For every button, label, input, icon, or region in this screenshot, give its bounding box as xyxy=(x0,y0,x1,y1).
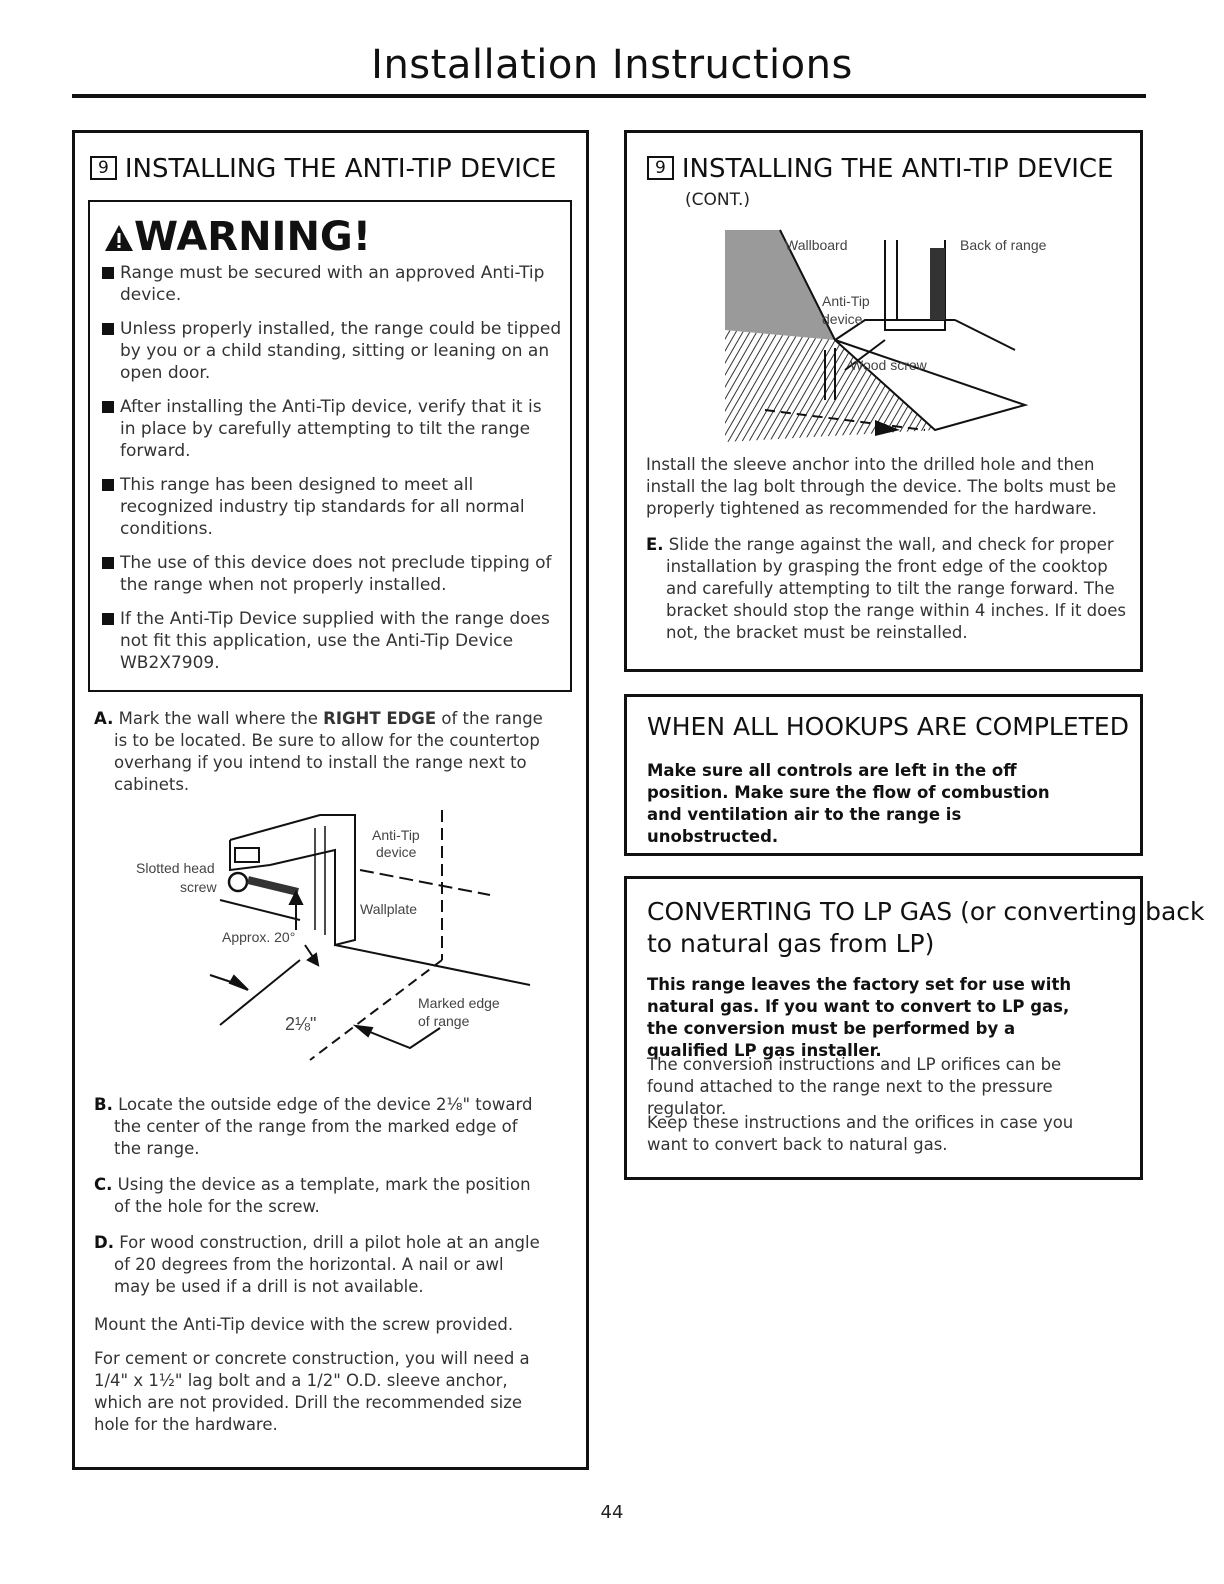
hookups-text: Make sure all controls are left in the off position. Make sure the flow of combustion and ventilation air to the range is unobstructed. xyxy=(647,761,1050,846)
lp-gas-para-2: Keep these instructions and the orifices in case you want to convert back to natural gas. xyxy=(647,1113,1074,1154)
wood-screw-diagram xyxy=(725,230,1047,442)
step-d: D. For wood construction, drill a pilot hole at an angle of 20 degrees from the horizontal. A nail or awl may be used if a drill is not available. xyxy=(94,1233,540,1296)
warning-list xyxy=(102,262,562,686)
warning-item: This range has been designed to meet all recognized industry tip standards for all normal conditions. xyxy=(102,474,562,540)
sleeve-anchor-text: Install the sleeve anchor into the drilled hole and then install the lag bolt through the device. The bolts must be properly tightened as recommended for the hardware. xyxy=(646,455,1117,518)
anti-tip-label: Anti-Tip xyxy=(372,827,420,843)
step-number-badge: 9 xyxy=(90,156,117,180)
warning-box xyxy=(88,200,572,692)
warning-item: After installing the Anti-Tip device, verify that it is in place by carefully attempting to tilt the range forward. xyxy=(102,396,562,462)
anti-tip-cont-heading xyxy=(647,154,1113,184)
svg-text:device: device xyxy=(822,311,863,327)
anti-tip-label: Anti-Tip xyxy=(822,293,870,309)
section-title: INSTALLING THE ANTI-TIP DEVICE xyxy=(681,154,1114,184)
svg-text:of range: of range xyxy=(418,1013,470,1029)
angle-label: Approx. 20° xyxy=(222,929,296,945)
page-title: Installation Instructions xyxy=(371,42,853,88)
warning-item: Unless properly installed, the range could be tipped by you or a child standing, sitting or leaning on an open door. xyxy=(102,318,562,384)
wood-screw-label: Wood screw xyxy=(850,357,927,373)
cement-text: For cement or concrete construction, you will need a 1/4" x 1½" lag bolt and a 1/2" O.D. sleeve anchor, which are not provided. Drill the recommended size hole for the hardware. xyxy=(94,1349,530,1434)
step-e: E. Slide the range against the wall, and check for proper installation by grasping the front edge of the cooktop and carefully attempting to tilt the range forward. The bracket should stop the range within 4 inches. If it does not, the bracket must be reinstalled. xyxy=(646,535,1126,642)
step-number-badge: 9 xyxy=(647,156,674,180)
wallplate-diagram xyxy=(120,800,540,1060)
step-a: A. Mark the wall where the RIGHT EDGE of the range is to be located. Be sure to allow for the countertop overhang if you intend to install the range next to cabinets. xyxy=(94,709,543,794)
back-of-range-label: Back of range xyxy=(960,237,1047,253)
lp-gas-bold-text: This range leaves the factory set for use with natural gas. If you want to convert to LP gas, the conversion must be performed by a qualified LP gas installer. xyxy=(647,975,1072,1060)
lp-gas-heading: CONVERTING TO LP GAS (or converting back to natural gas from LP) xyxy=(647,897,1205,958)
warning-item: The use of this device does not preclude tipping of the range when not properly installed. xyxy=(102,552,562,596)
wallboard-label: Wallboard xyxy=(785,237,848,253)
anti-tip-heading xyxy=(90,154,556,184)
right-edge-emphasis: RIGHT EDGE xyxy=(323,709,437,728)
warning-item: If the Anti-Tip Device supplied with the range does not fit this application, use the Anti-Tip Device WB2X7909. xyxy=(102,608,562,674)
warning-title: WARNING! xyxy=(104,214,371,260)
warning-item: Range must be secured with an approved Anti-Tip device. xyxy=(102,262,562,306)
mount-text: Mount the Anti-Tip device with the screw provided. xyxy=(94,1315,514,1334)
wallplate-label: Wallplate xyxy=(360,901,418,917)
step-b: B. Locate the outside edge of the device 2⅛" toward the center of the range from the marked edge of the range. xyxy=(94,1095,533,1158)
page-number: 44 xyxy=(600,1502,624,1523)
cont-subheading: (CONT.) xyxy=(685,190,751,210)
warning-triangle-icon xyxy=(104,224,134,252)
hookups-heading: WHEN ALL HOOKUPS ARE COMPLETED xyxy=(647,712,1129,741)
lp-gas-para-1: The conversion instructions and LP orifices can be found attached to the range next to the pressure regulator. xyxy=(647,1055,1062,1118)
svg-text:screw: screw xyxy=(180,879,217,895)
step-c: C. Using the device as a template, mark the position of the hole for the screw. xyxy=(94,1175,531,1216)
title-rule xyxy=(72,94,1146,98)
marked-edge-label: Marked edge xyxy=(418,995,500,1011)
section-title: INSTALLING THE ANTI-TIP DEVICE xyxy=(124,154,557,184)
slotted-head-label: Slotted head xyxy=(136,860,215,876)
dimension-label: 2⅛" xyxy=(285,1014,317,1034)
svg-text:device: device xyxy=(376,844,417,860)
